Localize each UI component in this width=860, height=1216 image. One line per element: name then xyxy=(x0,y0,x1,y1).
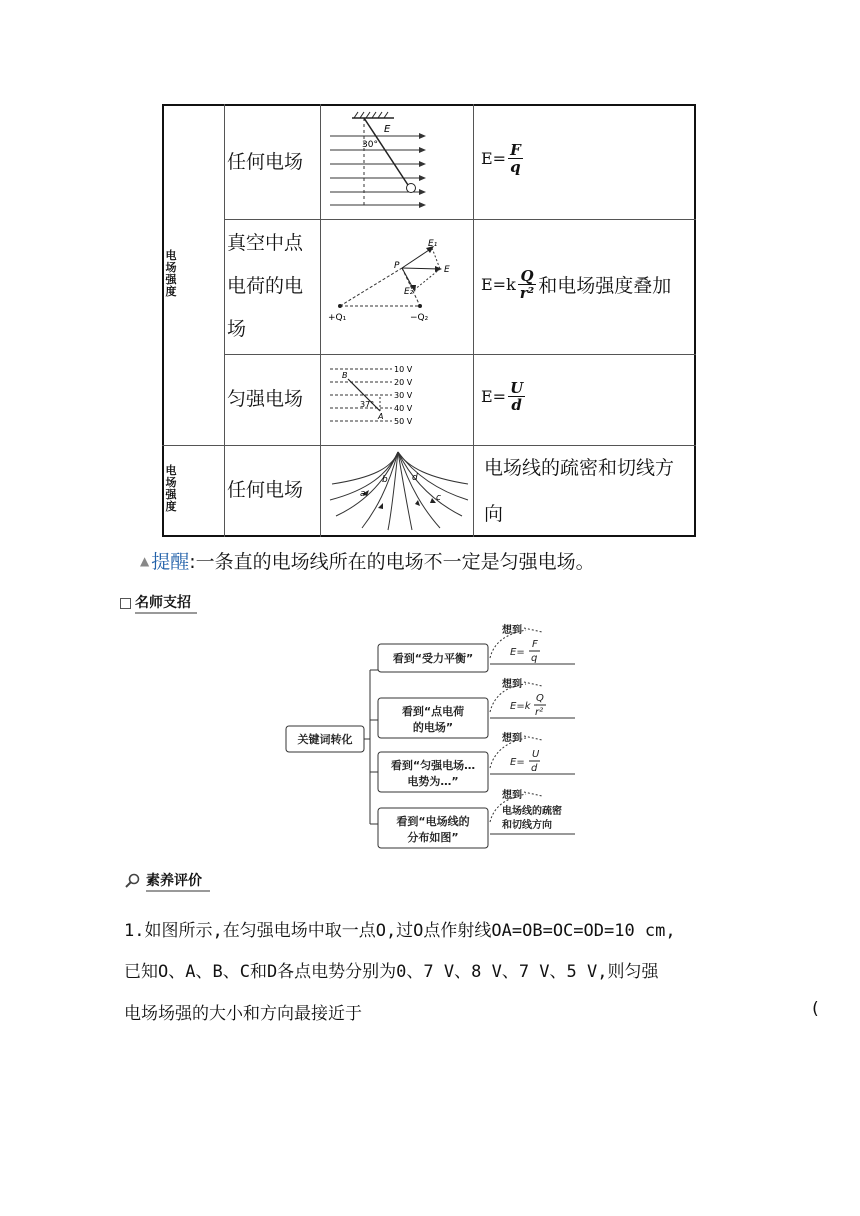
section-header-eval: 素养评价 xyxy=(124,870,210,892)
col-divider xyxy=(320,104,321,537)
svg-text:B: B xyxy=(342,371,348,380)
svg-text:P: P xyxy=(394,261,400,271)
row2-scope-line3: 场 xyxy=(227,318,247,340)
section-header-tips: 名师支招 xyxy=(120,592,197,614)
group1-label: 电场强度 xyxy=(165,249,177,298)
group2-label: 电场强度 xyxy=(165,464,177,513)
svg-text:d: d xyxy=(531,763,538,774)
svg-text:c: c xyxy=(436,493,441,503)
svg-text:E=: E= xyxy=(510,757,525,768)
svg-text:d: d xyxy=(412,473,418,483)
svg-text:b: b xyxy=(382,475,388,485)
svg-text:A: A xyxy=(378,412,384,421)
svg-text:想到: 想到 xyxy=(502,733,522,744)
triangle-icon: ▲ xyxy=(140,553,150,568)
svg-text:37°: 37° xyxy=(360,400,375,409)
row3-formula: E= $\frac{U}{d}$ xyxy=(481,379,524,414)
svg-text:想到: 想到 xyxy=(502,790,522,801)
svg-text:U: U xyxy=(532,749,540,760)
svg-text:50 V: 50 V xyxy=(394,417,413,426)
svg-text:的电场”: 的电场” xyxy=(412,721,454,734)
svg-text:看到“点电荷: 看到“点电荷 xyxy=(401,705,465,718)
checkbox-icon xyxy=(120,598,131,609)
svg-text:想到: 想到 xyxy=(502,625,522,636)
question-line-2: 已知O、A、B、C和D各点电势分别为0、7 V、8 V、7 V、5 V,则匀强 xyxy=(124,962,659,982)
svg-text:r²: r² xyxy=(535,707,544,718)
svg-text:E=k: E=k xyxy=(510,701,531,712)
svg-text:和切线方向: 和切线方向 xyxy=(502,820,552,831)
reminder-label: 提醒 xyxy=(151,551,190,573)
row4-desc-line2: 向 xyxy=(484,503,504,525)
svg-text:电势为…”: 电势为…” xyxy=(407,775,459,788)
keyword-mindmap xyxy=(280,620,580,855)
svg-text:E: E xyxy=(444,265,450,275)
svg-text:想到: 想到 xyxy=(502,679,522,690)
row2-scope-line2: 电荷的电 xyxy=(227,275,304,297)
svg-text:30 V: 30 V xyxy=(394,391,413,400)
svg-text:看到“匀强电场…: 看到“匀强电场… xyxy=(390,759,476,772)
svg-text:E₁: E₁ xyxy=(428,239,438,249)
reminder-text: :一条直的电场线所在的电场不一定是匀强电场。 xyxy=(189,551,595,573)
field-lines-figure xyxy=(322,448,472,534)
svg-text:看到“电场线的: 看到“电场线的 xyxy=(396,815,470,828)
svg-text:+Q₁: +Q₁ xyxy=(328,313,347,323)
question-line-3: 电场场强的大小和方向最接近于 xyxy=(124,1004,362,1024)
svg-text:看到“受力平衡”: 看到“受力平衡” xyxy=(392,652,474,665)
row2-scope-line1: 真空中点 xyxy=(227,232,304,254)
svg-text:E=: E= xyxy=(510,647,525,658)
group-divider xyxy=(162,445,696,446)
svg-text:q: q xyxy=(531,653,538,664)
row4-desc-line1: 电场线的疏密和切线方 xyxy=(484,457,675,479)
svg-text:Q: Q xyxy=(536,693,544,704)
answer-bracket: ( xyxy=(810,999,821,1019)
svg-text:a: a xyxy=(360,489,366,499)
magnifier-icon xyxy=(124,873,142,889)
row3-scope: 匀强电场 xyxy=(227,388,304,410)
svg-text:电场线的疏密: 电场线的疏密 xyxy=(502,806,562,817)
row4-scope: 任何电场 xyxy=(227,479,304,501)
svg-text:10 V: 10 V xyxy=(394,365,413,374)
svg-text:分布如图”: 分布如图” xyxy=(407,831,459,844)
reminder-note xyxy=(140,547,595,574)
uniform-field-pendulum-figure xyxy=(322,108,472,216)
row1-scope: 任何电场 xyxy=(227,151,304,173)
row2-formula: E=k $\frac{Q}{\text{r²}}$ 和电场强度叠加 xyxy=(481,267,672,302)
row-divider xyxy=(224,354,696,355)
equipotential-figure xyxy=(322,357,472,443)
svg-text:20 V: 20 V xyxy=(394,378,413,387)
svg-text:关键词转化: 关键词转化 xyxy=(297,733,353,746)
svg-text:E₂: E₂ xyxy=(404,287,414,297)
svg-text:E: E xyxy=(384,124,391,135)
point-charges-figure xyxy=(322,222,472,350)
row1-formula: E= $\frac{F}{q}$ xyxy=(481,141,521,176)
svg-text:F: F xyxy=(532,639,538,650)
col-divider xyxy=(473,104,474,537)
row-divider xyxy=(224,219,696,220)
svg-text:40 V: 40 V xyxy=(394,404,413,413)
col-divider xyxy=(224,104,225,537)
svg-text:−Q₂: −Q₂ xyxy=(410,313,429,323)
question-line-1: 1.如图所示,在匀强电场中取一点O,过O点作射线OA=OB=OC=OD=10 cm, xyxy=(124,921,676,941)
svg-text:30°: 30° xyxy=(362,140,378,150)
